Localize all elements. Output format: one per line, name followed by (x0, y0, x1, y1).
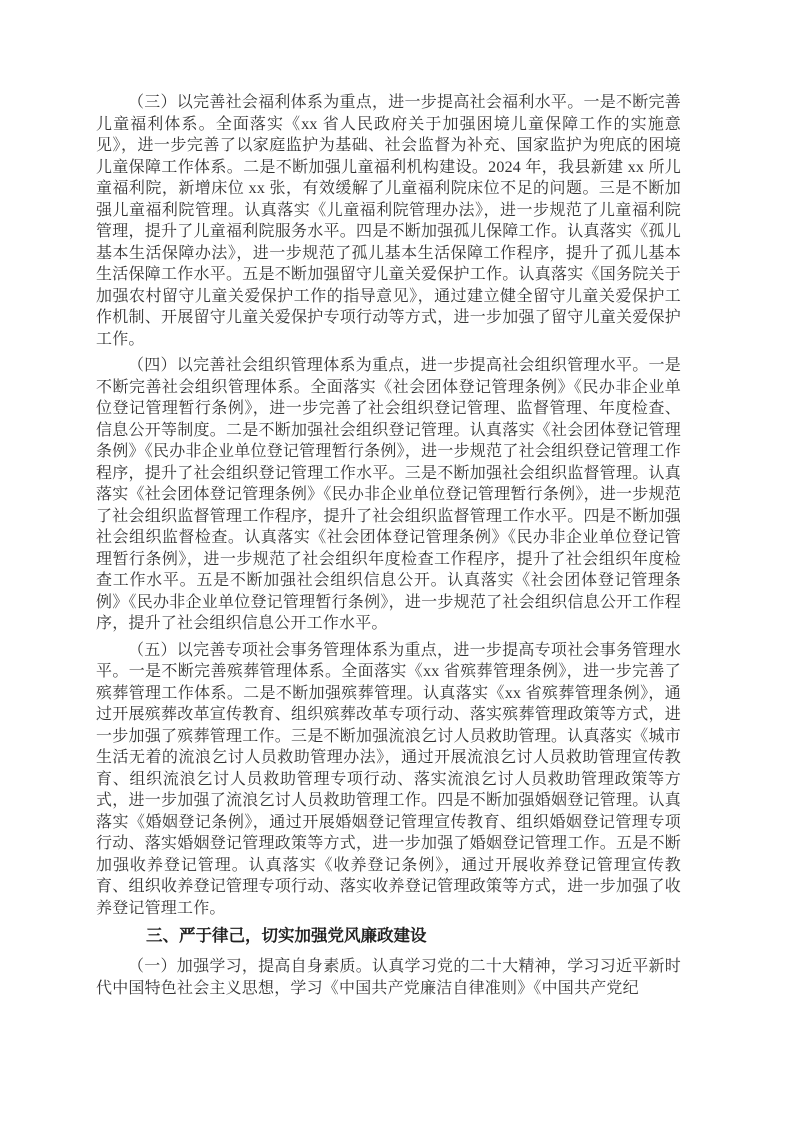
document-content (96, 92, 681, 1004)
paragraph-social-organization: （四）以完善社会组织管理体系为重点，进一步提高社会组织管理水平。一是不断完善社会组织管理体系。全面落实《社会团体登记管理条例》《民办非企业单位登记管理暂行条例》，进一步完善了社会组织登记管理、监督管理、年度检查、信息公开等制度。二是不断加强社会组织登记管理。认真落实《社会团体登记管理条例》《民办非企业单位登记管理暂行条例》，进一步规范了社会组织登记管理工作程序，提升了社会组织登记管理工作水平。三是不断加强社会组织监督管理。认真落实《社会团体登记管理条例》《民办非企业单位登记管理暂行条例》，进一步规范了社会组织监督管理工作程序，提升了社会组织监督管理工作水平。四是不断加强社会组织监督检查。认真落实《社会团体登记管理条例》《民办非企业单位登记管理暂行条例》，进一步规范了社会组织年度检查工作程序，提升了社会组织年度检查工作水平。五是不断加强社会组织信息公开。认真落实《社会团体登记管理条例》《民办非企业单位登记管理暂行条例》，进一步规范了社会组织信息公开工作程序，提升了社会组织信息公开工作水平。 (96, 357, 681, 632)
section-heading-discipline: 三、严于律己，切实加强党风廉政建设 (146, 926, 427, 945)
paragraph-social-welfare: （三）以完善社会福利体系为重点，进一步提高社会福利水平。一是不断完善儿童福利体系。全面落实《xx 省人民政府关于加强困境儿童保障工作的实施意见》，进一步完善了以家庭监护为基础、社会监督为补充、国家监护为兜底的困境儿童保障工作体系。二是不断加强儿童福利机构建设。2024 年，我县新建 xx 所儿童福利院，新增床位 xx 张，有效缓解了儿童福利院床位不足的问题。三是不断加强儿童福利院管理。认真落实《儿童福利院管理办法》，进一步规范了儿童福利院管理，提升了儿童福利院服务水平。四是不断加强孤儿保障工作。认真落实《孤儿基本生活保障办法》，进一步规范了孤儿基本生活保障工作程序，提升了孤儿基本生活保障工作水平。五是不断加强留守儿童关爱保护工作。认真落实《国务院关于加强农村留守儿童关爱保护工作的指导意见》，通过建立健全留守儿童关爱保护工作机制、开展留守儿童关爱保护专项行动等方式，进一步加强了留守儿童关爱保护工作。 (96, 94, 681, 348)
paragraph-strengthen-study: （一）加强学习，提高自身素质。认真学习党的二十大精神，学习习近平新时代中国特色社会主义思想，学习《中国共产党廉洁自律准则》《中国共产党纪 (96, 958, 681, 997)
paragraph-special-social-affairs: （五）以完善专项社会事务管理体系为重点，进一步提高专项社会事务管理水平。一是不断完善殡葬管理体系。全面落实《xx 省殡葬管理条例》，进一步完善了殡葬管理工作体系。二是不断加强殡葬管理。认真落实《xx 省殡葬管理条例》，通过开展殡葬改革宣传教育、组织殡葬改革专项行动、落实殡葬管理政策等方式，进一步加强了殡葬管理工作。三是不断加强流浪乞讨人员救助管理。认真落实《城市生活无着的流浪乞讨人员救助管理办法》，通过开展流浪乞讨人员救助管理宣传教育、组织流浪乞讨人员救助管理专项行动、落实流浪乞讨人员救助管理政策等方式，进一步加强了流浪乞讨人员救助管理工作。四是不断加强婚姻登记管理。认真落实《婚姻登记条例》，通过开展婚姻登记管理宣传教育、组织婚姻登记管理专项行动、落实婚姻登记管理政策等方式，进一步加强了婚姻登记管理工作。五是不断加强收养登记管理。认真落实《收养登记条例》，通过开展收养登记管理宣传教育、组织收养登记管理专项行动、落实收养登记管理政策等方式，进一步加强了收养登记管理工作。 (96, 641, 681, 917)
